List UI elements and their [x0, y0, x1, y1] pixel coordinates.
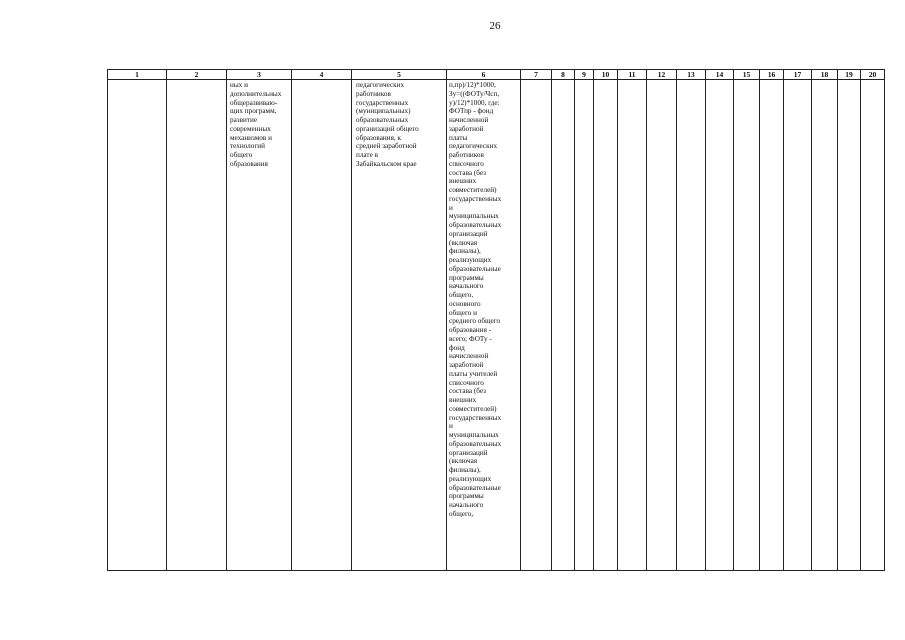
table-cell — [734, 80, 760, 571]
table-cell — [760, 80, 784, 571]
column-header: 19 — [838, 70, 861, 80]
cell-text — [108, 80, 166, 81]
table-cell — [838, 80, 861, 571]
column-header: 10 — [594, 70, 618, 80]
column-header: 11 — [618, 70, 647, 80]
column-header: 16 — [760, 70, 784, 80]
column-header: 1 — [108, 70, 167, 80]
table-cell — [552, 80, 575, 571]
cell-text — [292, 80, 351, 81]
column-header: 14 — [706, 70, 734, 80]
column-header: 3 — [227, 70, 292, 80]
cell-text: ных и дополнительных общеразвиваю- щих программ, развитие современных механизмов и технологий общего образования — [230, 81, 282, 168]
column-header: 4 — [292, 70, 352, 80]
cell-text: педагогических работников государственных (муниципальных) образовательных организаций общего образования, к средней заработной плате в Забайкальском крае — [356, 81, 419, 168]
table-cell — [575, 80, 594, 571]
table-cell — [784, 80, 812, 571]
cell-text: п,пр)/12)*1000, Зу=((ФОТу/Чсп, у)/12)*1000, где: ФОТпр - фонд начисленной заработной платы педагогических работников списочного состава (без внешних совместителей) государственных и муниципальных образовательных организаций (включая филиалы), реализующих образовательные программы начального общего, основного общего и среднего общего образования - всего; ФОТу - фонд начисленной заработной платы учителей списочного состава (без внешних совместителей) государственных и муниципальных образовательных организаций (включая филиалы), реализующих образовательные программы начального общего, — [449, 81, 502, 518]
table-cell — [706, 80, 734, 571]
table-cell — [521, 80, 552, 571]
table-row — [108, 80, 885, 571]
column-header: 17 — [784, 70, 812, 80]
column-header: 12 — [647, 70, 677, 80]
table-cell — [292, 80, 352, 571]
column-header: 2 — [167, 70, 227, 80]
table-cell — [812, 80, 838, 571]
column-header: 20 — [861, 70, 885, 80]
column-header: 8 — [552, 70, 575, 80]
table-header-row — [108, 70, 885, 80]
column-header: 5 — [352, 70, 447, 80]
cell-text — [167, 80, 226, 81]
column-header: 7 — [521, 70, 552, 80]
data-table — [107, 69, 885, 571]
column-header: 13 — [677, 70, 706, 80]
table-cell-formula — [447, 80, 521, 571]
page-number: 26 — [489, 20, 501, 32]
table-cell — [618, 80, 647, 571]
table-cell — [594, 80, 618, 571]
table-cell — [108, 80, 167, 571]
table-cell — [861, 80, 885, 571]
table-cell-indicator — [352, 80, 447, 571]
column-header: 9 — [575, 70, 594, 80]
table-cell — [647, 80, 677, 571]
column-header: 15 — [734, 70, 760, 80]
column-header: 18 — [812, 70, 838, 80]
table-cell — [167, 80, 227, 571]
table-cell — [677, 80, 706, 571]
table-cell-program-name — [227, 80, 292, 571]
column-header: 6 — [447, 70, 521, 80]
